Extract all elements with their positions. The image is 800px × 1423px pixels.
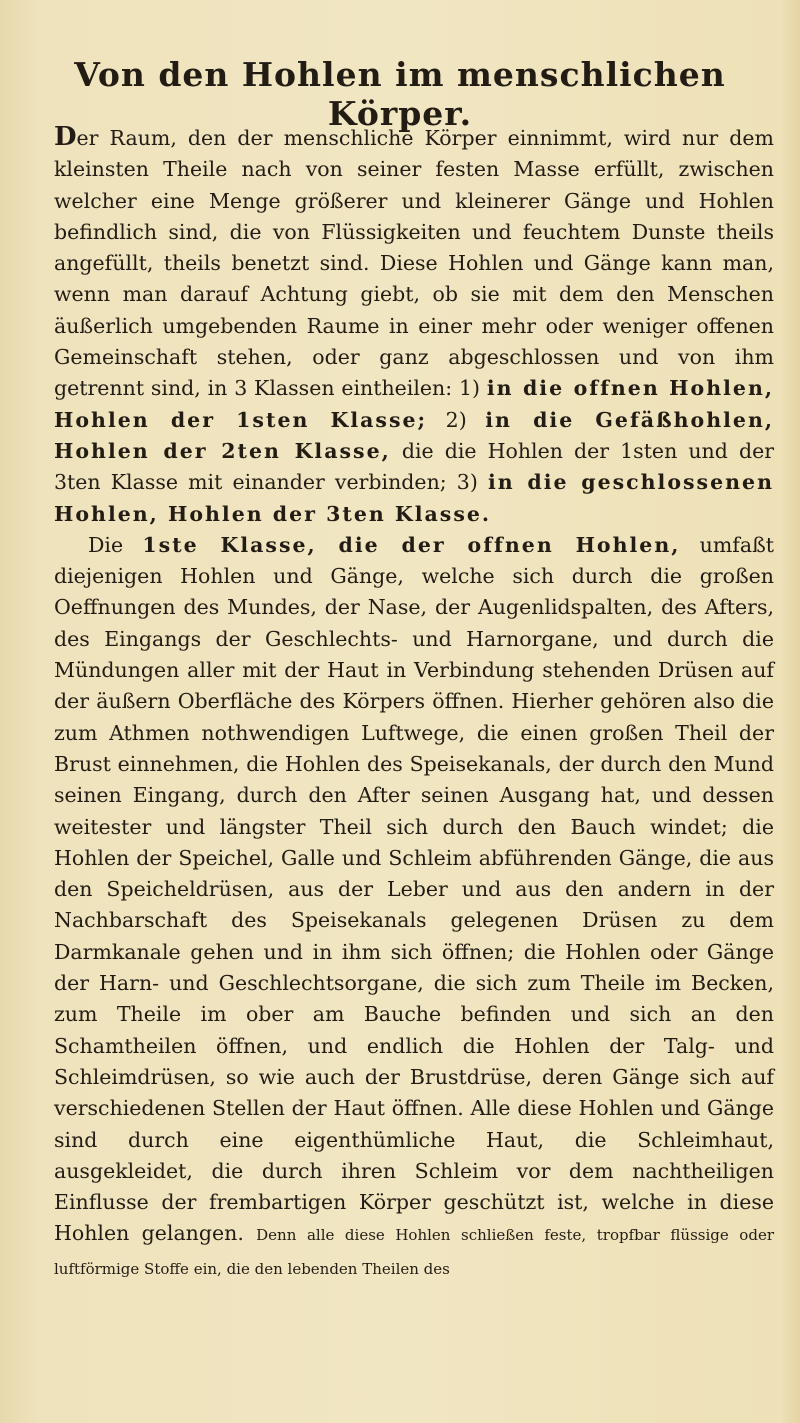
- p2-class-1: 1ste Klasse, die der offnen Hohlen,: [142, 532, 681, 557]
- p1-class-1: in die offnen Hohlen, Hohlen der 1sten Klasse;: [54, 376, 774, 432]
- footnote-text: Denn alle diese Hohlen schließen feste, tropfbar flüssige oder luftförmige Stoffe ein, die den lebenden Theilen des: [54, 1226, 774, 1278]
- p2-text-2: umfaßt diejenigen Hohlen und Gänge, welche sich durch die großen Oeffnungen des Mundes, der Nase, der Augenlidspalten, des Afters, des Eingangs der Geschlechts- und Harnorgane, und durch die Mündungen aller mit der Haut in Verbindung stehenden Drüsen auf der äußern Oberfläche des Körpers öffnen. Hierher gehören also die zum Athmen nothwendigen Luftwege, die einen großen Theil der Brust einnehmen, die Hohlen des Speisekanals, der durch den Mund seinen Eingang, durch den After seinen Ausgang hat, und dessen weitester und längster Theil sich durch den Bauch windet; die Hohlen der Speichel, Galle und Schleim abführenden Gänge, die aus den Speicheldrüsen, aus der Leber und aus den andern in der Nachbarschaft des Speisekanals gelegenen Drüsen zu dem Darmkanale gehen und in ihm sich öffnen; die Hohlen oder Gänge der Harn- und Geschlechtsorgane, die sich zum Theile im Becken, zum Theile im ober am Bauche befinden und sich an den Schamtheilen öffnen, und endlich die Hohlen der Talg- und Schleimdrüsen, so wie auch der Brustdrüse, deren Gänge sich auf verschiedenen Stellen der Haut öffnen. Alle diese Hohlen und Gänge sind durch eine eigenthümliche Haut, die Schleimhaut, ausgekleidet, die durch ihren Schleim vor dem nachtheiligen Einflusse der frembartigen Körper geschützt ist, welche in diese Hohlen gelangen.: [54, 532, 774, 1246]
- body-text: [54, 122, 774, 1285]
- p2-text-1: Die: [88, 532, 143, 557]
- paragraph-2: [54, 530, 774, 1285]
- p1-text-3: die die Hohlen der 1sten und der 3ten Klasse mit einander verbinden; 3): [54, 438, 774, 495]
- p1-class-2: in die Gefäßhohlen, Hohlen der 2ten Klasse,: [54, 407, 774, 463]
- paragraph-1: [54, 122, 774, 530]
- p1-class-3: in die geschlossenen Hohlen, Hohlen der 3ten Klasse.: [54, 470, 774, 526]
- page-heading: Von den Hohlen im menschlichen Körper.: [74, 55, 726, 133]
- p1-text-2: 2): [427, 407, 486, 432]
- p1-text-1: er Raum, den der menschliche Körper einnimmt, wird nur dem kleinsten Theile nach von seiner festen Masse erfüllt, zwischen welcher eine Menge größerer und kleinerer Gänge und Hohlen befindlich sind, die von Flüssigkeiten und feuchtem Dunste theils angefüllt, theils benetzt sind. Diese Hohlen und Gänge kann man, wenn man darauf Achtung giebt, ob sie mit dem den Menschen äußerlich umgebenden Raume in einer mehr oder weniger offenen Gemeinschaft stehen, oder ganz abgeschlossen und von ihm getrennt sind, in 3 Klassen eintheilen: 1): [54, 126, 774, 401]
- drop-cap: D: [54, 122, 77, 152]
